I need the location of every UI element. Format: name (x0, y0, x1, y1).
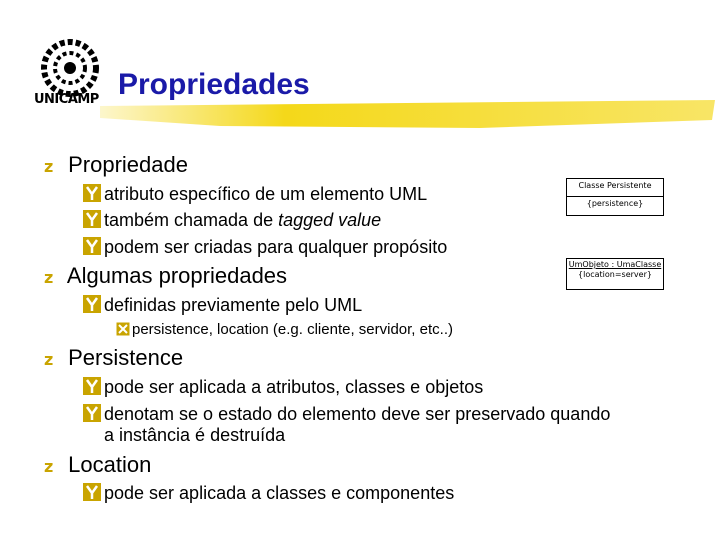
bullet-z-icon: z (44, 457, 54, 476)
bullet-z-icon: z (44, 157, 54, 176)
bullet-text: pode ser aplicada a atributos, classes e objetos (104, 377, 484, 397)
bullet-text: Persistence (68, 345, 184, 370)
bullet-item (82, 482, 454, 504)
bullet-y-icon (82, 209, 102, 229)
bullet-item (82, 183, 427, 205)
bullet-item (82, 376, 483, 398)
bullet-text: Location (68, 452, 152, 477)
bullet-text: atributo específico de um elemento UML (104, 184, 428, 204)
bullet-persistence (44, 345, 183, 371)
bullet-location (44, 452, 151, 478)
bullet-y-icon (82, 236, 102, 256)
bullet-x-icon (116, 322, 130, 336)
bullet-y-icon (82, 482, 102, 502)
uml-object-property: {location=server} (578, 270, 652, 279)
bullet-text: Algumas propriedades (66, 263, 288, 288)
bullet-text: denotam se o estado do elemento deve ser preservado quando (104, 404, 611, 424)
bullet-item (82, 403, 610, 425)
page-title: Propriedades (118, 68, 310, 101)
bullet-text: também chamada de (104, 210, 279, 230)
bullet-y-icon (82, 183, 102, 203)
logo-text: UNICAMP (34, 92, 99, 107)
bullet-item (82, 236, 447, 258)
bullet-text-italic: tagged value (278, 210, 382, 230)
bullet-algumas-propriedades (44, 263, 287, 289)
bullet-text: definidas previamente pelo UML (104, 295, 363, 315)
bullet-text: pode ser aplicada a classes e componentes (104, 483, 455, 503)
bullet-z-icon: z (44, 350, 54, 369)
bullet-item (82, 209, 381, 231)
bullet-subitem (116, 321, 453, 338)
uml-class-name: Classe Persistente (567, 179, 663, 197)
uml-class-property: {persistence} (586, 199, 644, 208)
title-underline-decoration (100, 100, 715, 134)
uml-object-name: UmObjeto : UmaClasse (568, 260, 662, 269)
bullet-z-icon: z (44, 268, 54, 287)
bullet-text: Propriedade (68, 152, 188, 177)
bullet-propriedade (44, 152, 188, 178)
bullet-y-icon (82, 294, 102, 314)
bullet-y-icon (82, 376, 102, 396)
bullet-item (82, 294, 362, 316)
uml-object-box (566, 258, 664, 290)
uml-class-box (566, 178, 664, 216)
bullet-text: podem ser criadas para qualquer propósito (104, 237, 448, 257)
bullet-y-icon (82, 403, 102, 423)
bullet-text: persistence, location (e.g. cliente, servidor, etc..) (132, 321, 453, 338)
bullet-item-continuation: a instância é destruída (104, 425, 286, 445)
